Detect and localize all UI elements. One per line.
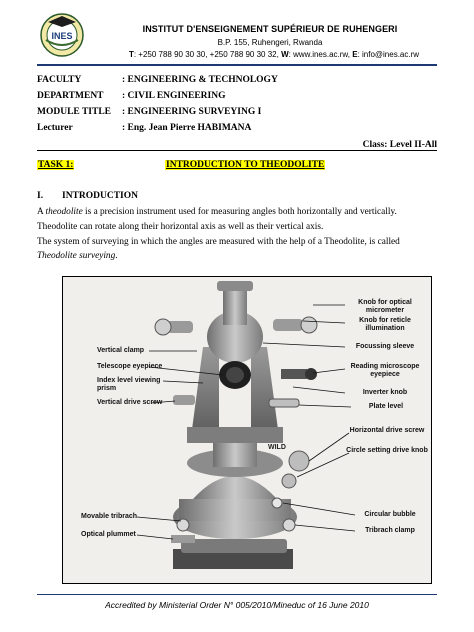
label-index-level-prism: Index level viewing prism <box>97 377 161 392</box>
paragraph-1: A theodolite is a precision instrument used for measuring angles both horizontally and vertically. <box>37 207 397 217</box>
label-telescope-eyepiece: Telescope eyepiece <box>97 363 163 370</box>
label-circle-setting-knob: Circle setting drive knob <box>346 447 428 454</box>
label-vertical-clamp: Vertical clamp <box>97 347 145 354</box>
label-plate-level: Plate level <box>368 403 404 410</box>
paragraph-3: The system of surveying in which the angles are measured with the help of a Theodolite, is called <box>37 237 400 247</box>
document-page: INES INSTITUT D'ENSEIGNEMENT SUPÉRIEUR DE RUHENGERI B.P. 155, Ruhengeri, Rwanda T: +250 788 90 30 30, +250 788 90 30 32, W: www.ines.ac.rw, E: info@ines.ac.rw FACULTY : ENGINEERING & TECHNOLOGY DEPARTMENT : CIVIL ENGINEERING MODULE TITLE : ENGINEERING SURVEYING I Lecturer : Eng. Jean Pierre HABIMANA Class: Level II-All TASK 1: INTRODUCTION TO THEODOLITE I. INTRODUCTION A theodolite is a precision instrument used for measuring angles both horizontally and vertically. Theodolite can rotate along their horizontal axis as well as their vertical axis. The system of surveying in which the angles are measured with the help of a Theodolite, is called Theodolite surveying. WILD Vertical clamp Telescope eyepiece Index level viewing prism Vertical drive screw Movable tribrach Optical plummet Knob for optical micrometer Knob for reticle illumination Focussing sleeve Reading microscope eyepiece Inverter knob Plate level Horizontal drive screw Circle setting drive knob Circular bubble Tribrach clamp Accredited by Ministerial Order N° 005/2010/Mineduc of 16 June 2010 <box>0 0 474 632</box>
institution-name: INSTITUT D'ENSEIGNEMENT SUPÉRIEUR DE RUHENGERI <box>142 24 398 34</box>
class-level: Class: Level II-All <box>362 140 437 150</box>
label-reticle-illumination-knob: Knob for reticle illumination <box>359 317 411 332</box>
label-vertical-drive-screw: Vertical drive screw <box>97 399 163 406</box>
label-focussing-sleeve: Focussing sleeve <box>355 343 415 350</box>
institution-address: B.P. 155, Ruhengeri, Rwanda <box>217 38 323 47</box>
section-number: I. <box>37 191 44 201</box>
svg-text:WILD: WILD <box>268 444 286 451</box>
footer-accreditation: Accredited by Ministerial Order N° 005/2010/Mineduc of 16 June 2010 <box>105 600 369 610</box>
paragraph-2: Theodolite can rotate along their horizontal axis as well as their vertical axis. <box>37 222 324 232</box>
footer-divider <box>37 594 437 595</box>
label-reading-microscope-eyepiece: Reading microscope eyepiece <box>350 363 420 378</box>
label-circular-bubble: Circular bubble <box>364 511 416 518</box>
label-tribrach-clamp: Tribrach clamp <box>365 527 415 534</box>
institution-contact: T: +250 788 90 30 30, +250 788 90 30 32, W: www.ines.ac.rw, E: info@ines.ac.rw <box>128 50 420 59</box>
task-title: INTRODUCTION TO THEODOLITE <box>166 160 325 170</box>
svg-text:INES: INES <box>51 31 73 41</box>
ines-logo <box>38 10 86 58</box>
label-horizontal-drive-screw: Horizontal drive screw <box>349 427 425 434</box>
section-divider <box>37 150 437 151</box>
paragraph-4: Theodolite surveying. <box>37 251 118 261</box>
section-title: INTRODUCTION <box>62 191 139 201</box>
label-inverter-knob: Inverter knob <box>362 389 408 396</box>
label-optical-micrometer-knob: Knob for optical micrometer <box>358 299 412 314</box>
label-movable-tribrach: Movable tribrach <box>81 513 138 520</box>
label-optical-plummet: Optical plummet <box>81 531 136 538</box>
header-divider <box>37 64 437 66</box>
task-label: TASK 1: <box>38 160 74 170</box>
theodolite-figure <box>62 276 432 584</box>
